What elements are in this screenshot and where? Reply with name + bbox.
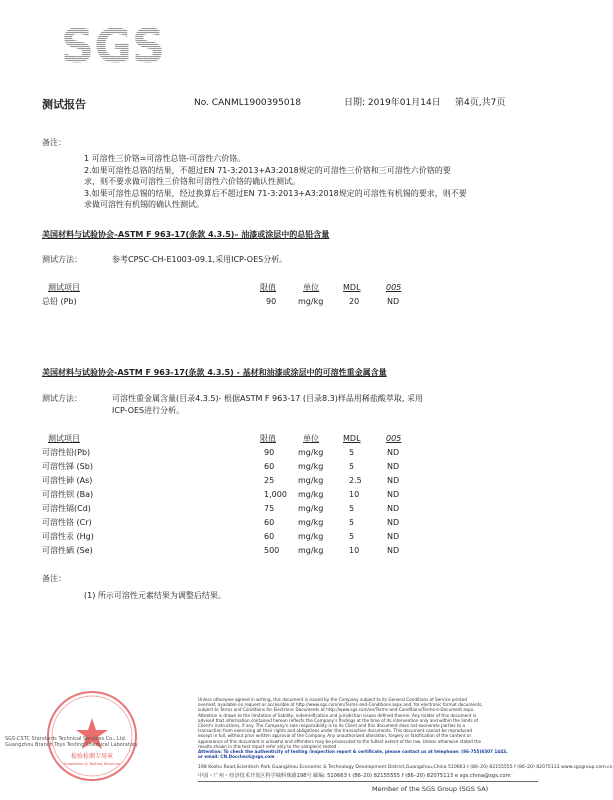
row-item: 可溶性镉(Cd): [42, 504, 91, 513]
table-row: [42, 446, 422, 459]
disclaimer: [198, 697, 534, 759]
stamp-text-en: Inspection & Testing Services: [64, 761, 120, 766]
row-result: ND: [387, 490, 400, 499]
disclaimer-line: Attention is drawn to the limitation of liability, indemnification and jurisdiction issues defined therein. Any holder of this document is: [198, 712, 477, 718]
disclaimer-line: results shown in this test report refer only to the sample(s) tested .: [198, 743, 339, 749]
notes-label: 备注：: [42, 138, 66, 147]
notes-bottom-line: (1) 所示可溶性元素结果为调整后结果。: [84, 591, 226, 600]
table-row: [42, 460, 422, 473]
row-limit: 500: [264, 546, 280, 555]
report-title: 测试报告: [42, 98, 86, 111]
row-item: 可溶性铬 (Cr): [42, 518, 92, 527]
row-item: 可溶性硒 (Se): [42, 546, 93, 555]
row-result: ND: [387, 297, 400, 306]
member-text: Member of the SGS Group (SGS SA): [372, 785, 489, 793]
table-row: [42, 516, 422, 529]
report-number: No. CANML1900395018: [194, 98, 302, 108]
row-item: 可溶性铅(Pb): [42, 448, 91, 457]
report-date: 日期: 2019年01月14日: [344, 98, 441, 108]
section2-method-text: ICP-OES进行分析。: [112, 406, 185, 415]
row-result: ND: [387, 504, 400, 513]
disclaimer-line: Client's instructions, if any. The Company's sole responsibility is to its Client and this document does not exonerate parties to a: [198, 723, 465, 729]
row-mdl: 5: [349, 518, 355, 527]
row-unit: mg/kg: [298, 532, 324, 541]
table-row: [42, 502, 422, 515]
lab-name: SGS-CSTC Standards Technical Services Co., Ltd. Guangzhou Branch Toys Testing Chemical Laboratory: [5, 736, 138, 748]
note-line: 2.如果可溶性总铬的结果，不超过EN 71-3:2013+A3:2018规定的可溶性三价铬和三可溶性六价铬的要: [84, 166, 451, 175]
disclaimer-line: advised that information contained hereon reflects the Company's findings at the time of its intervention only and within the limits of: [198, 717, 479, 723]
row-item: 可溶性汞 (Hg): [42, 532, 94, 541]
col-unit: 单位: [303, 434, 319, 443]
col-limit: 限值: [260, 434, 276, 443]
col-limit: 限值: [260, 283, 276, 292]
disclaimer-line: Unless otherwise agreed in writing, this document is issued by the Company subject to its General Conditions of Service printed: [198, 697, 467, 702]
table-row: [42, 295, 422, 308]
table-row: [42, 530, 422, 543]
row-result: ND: [387, 546, 400, 555]
note-line: 1 可溶性三价铬=可溶性总铬-可溶性六价铬。: [84, 154, 246, 163]
disclaimer-line: Attention: To check the authenticity of testing /inspection report & certificate, please contact us at telephone: (86-755)8307 1443,: [198, 749, 508, 755]
row-item: 可溶性砷 (As): [42, 476, 93, 485]
section2-method-text: 可溶性重金属含量(目录4.3.5)- 根据ASTM F 963-17 (目录8.3)样品用稀盐酸萃取, 采用: [112, 394, 423, 403]
address-en: 198 Kezhu Road,Scientech Park Guangzhou Economic & Technology Development District,Guangzhou,China 510663 t (86–20) 82155555 f (86–20) 82075113 www.sgsgroup.com.cn: [198, 765, 613, 770]
notes-bottom-label: 备注：: [42, 574, 66, 583]
table-row: [42, 488, 422, 501]
disclaimer-line: transaction from exercising all their rights and obligations under the transaction documents. This document cannot be reproduced: [198, 728, 473, 734]
col-test-item: 测试项目: [48, 283, 80, 292]
row-mdl: 5: [349, 448, 355, 457]
disclaimer-line: except in full, without prior written approval of the Company. Any unauthorized alteration, forgery or falsification of the content or: [198, 733, 472, 739]
page-number: 第4页,共7页: [455, 98, 506, 108]
note-line: 求做可溶性有机锡的确认性测试。: [84, 200, 204, 209]
footer-divider: [198, 781, 538, 782]
row-result: ND: [387, 518, 400, 527]
col-sample: 005: [386, 283, 402, 292]
row-mdl: 20: [349, 297, 360, 306]
row-result: ND: [387, 476, 400, 485]
row-unit: mg/kg: [298, 448, 324, 457]
row-mdl: 5: [349, 462, 355, 471]
row-unit: mg/kg: [298, 546, 324, 555]
row-item: 可溶性锑 (Sb): [42, 462, 93, 471]
row-limit: 90: [264, 448, 275, 457]
row-mdl: 2.5: [349, 476, 362, 485]
row-limit: 1,000: [264, 490, 287, 499]
note-line: 求，则不要求做可溶性三价铬和可溶性六价铬的确认性测试。: [84, 177, 300, 186]
disclaimer-line: overleaf, available on request or accessible at http://www.sgs.com/en/Terms-and-Conditions.aspx and, for electronic format documents,: [198, 702, 483, 708]
col-mdl: MDL: [343, 283, 361, 292]
row-result: ND: [387, 532, 400, 541]
disclaimer-line: appearance of this document is unlawful and offenders may be prosecuted to the fullest extent of the law. Unless otherwise stated the: [198, 738, 482, 744]
row-unit: mg/kg: [298, 518, 324, 527]
row-unit: mg/kg: [298, 504, 324, 513]
section1-table-header: [42, 281, 422, 294]
row-unit: mg/kg: [298, 476, 324, 485]
row-limit: 25: [264, 476, 275, 485]
row-mdl: 10: [349, 546, 360, 555]
col-test-item: 测试项目: [48, 434, 80, 443]
row-result: ND: [387, 462, 400, 471]
col-mdl: MDL: [343, 434, 361, 443]
col-sample: 005: [386, 434, 402, 443]
section1-title: 美国材料与试验协会–ASTM F 963-17(条款 4.3.5)– 油漆或涂层中的总铅含量: [42, 230, 330, 239]
row-unit: mg/kg: [298, 297, 324, 306]
table-row: [42, 544, 422, 557]
row-mdl: 5: [349, 532, 355, 541]
section2-method-label: 测试方法：: [42, 394, 82, 403]
row-mdl: 10: [349, 490, 360, 499]
section1-method-text: 参考CPSC-CH-E1003-09.1,采用ICP-OES分析。: [112, 255, 288, 264]
row-limit: 75: [264, 504, 275, 513]
sgs-logo: [60, 19, 166, 73]
section2-table-header: [42, 432, 422, 445]
row-item: 总铅 (Pb): [42, 297, 77, 306]
logo-text: SGS: [60, 19, 166, 73]
row-item: 可溶性钡 (Ba): [42, 490, 94, 499]
row-limit: 60: [264, 462, 275, 471]
row-mdl: 5: [349, 504, 355, 513]
row-unit: mg/kg: [298, 462, 324, 471]
row-limit: 90: [266, 297, 277, 306]
section1-method-label: 测试方法：: [42, 255, 82, 264]
disclaimer-line: or email: CN.Doccheck@sgs.com: [198, 754, 275, 760]
stamp-text-cn: 检验检测专用章: [70, 753, 114, 760]
table-row: [42, 474, 422, 487]
row-limit: 60: [264, 532, 275, 541]
row-limit: 60: [264, 518, 275, 527]
row-unit: mg/kg: [298, 490, 324, 499]
col-unit: 单位: [303, 283, 319, 292]
note-line: 3.如果可溶性总锡的结果，经过换算后不超过EN 71-3:2013+A3:2018规定的可溶性有机锡的要求，则不要: [84, 189, 467, 198]
section2-title: 美国材料与试验协会-ASTM F 963-17(条款 4.3.5) - 基材和油漆或涂层中的可溶性重金属含量: [42, 368, 387, 377]
address-cn: 中国・广州・经济技术开发区科学城科珠路198号 邮编: 510663 t (86–20) 82155555 f (86–20) 82075113 e sgs.china@sgs.com: [198, 773, 511, 779]
row-result: ND: [387, 448, 400, 457]
disclaimer-line: subject to Terms and Conditions for Electronic Documents at http://www.sgs.com/en/Terms-and-Conditions/Terms-e-Document.aspx.: [198, 707, 475, 713]
